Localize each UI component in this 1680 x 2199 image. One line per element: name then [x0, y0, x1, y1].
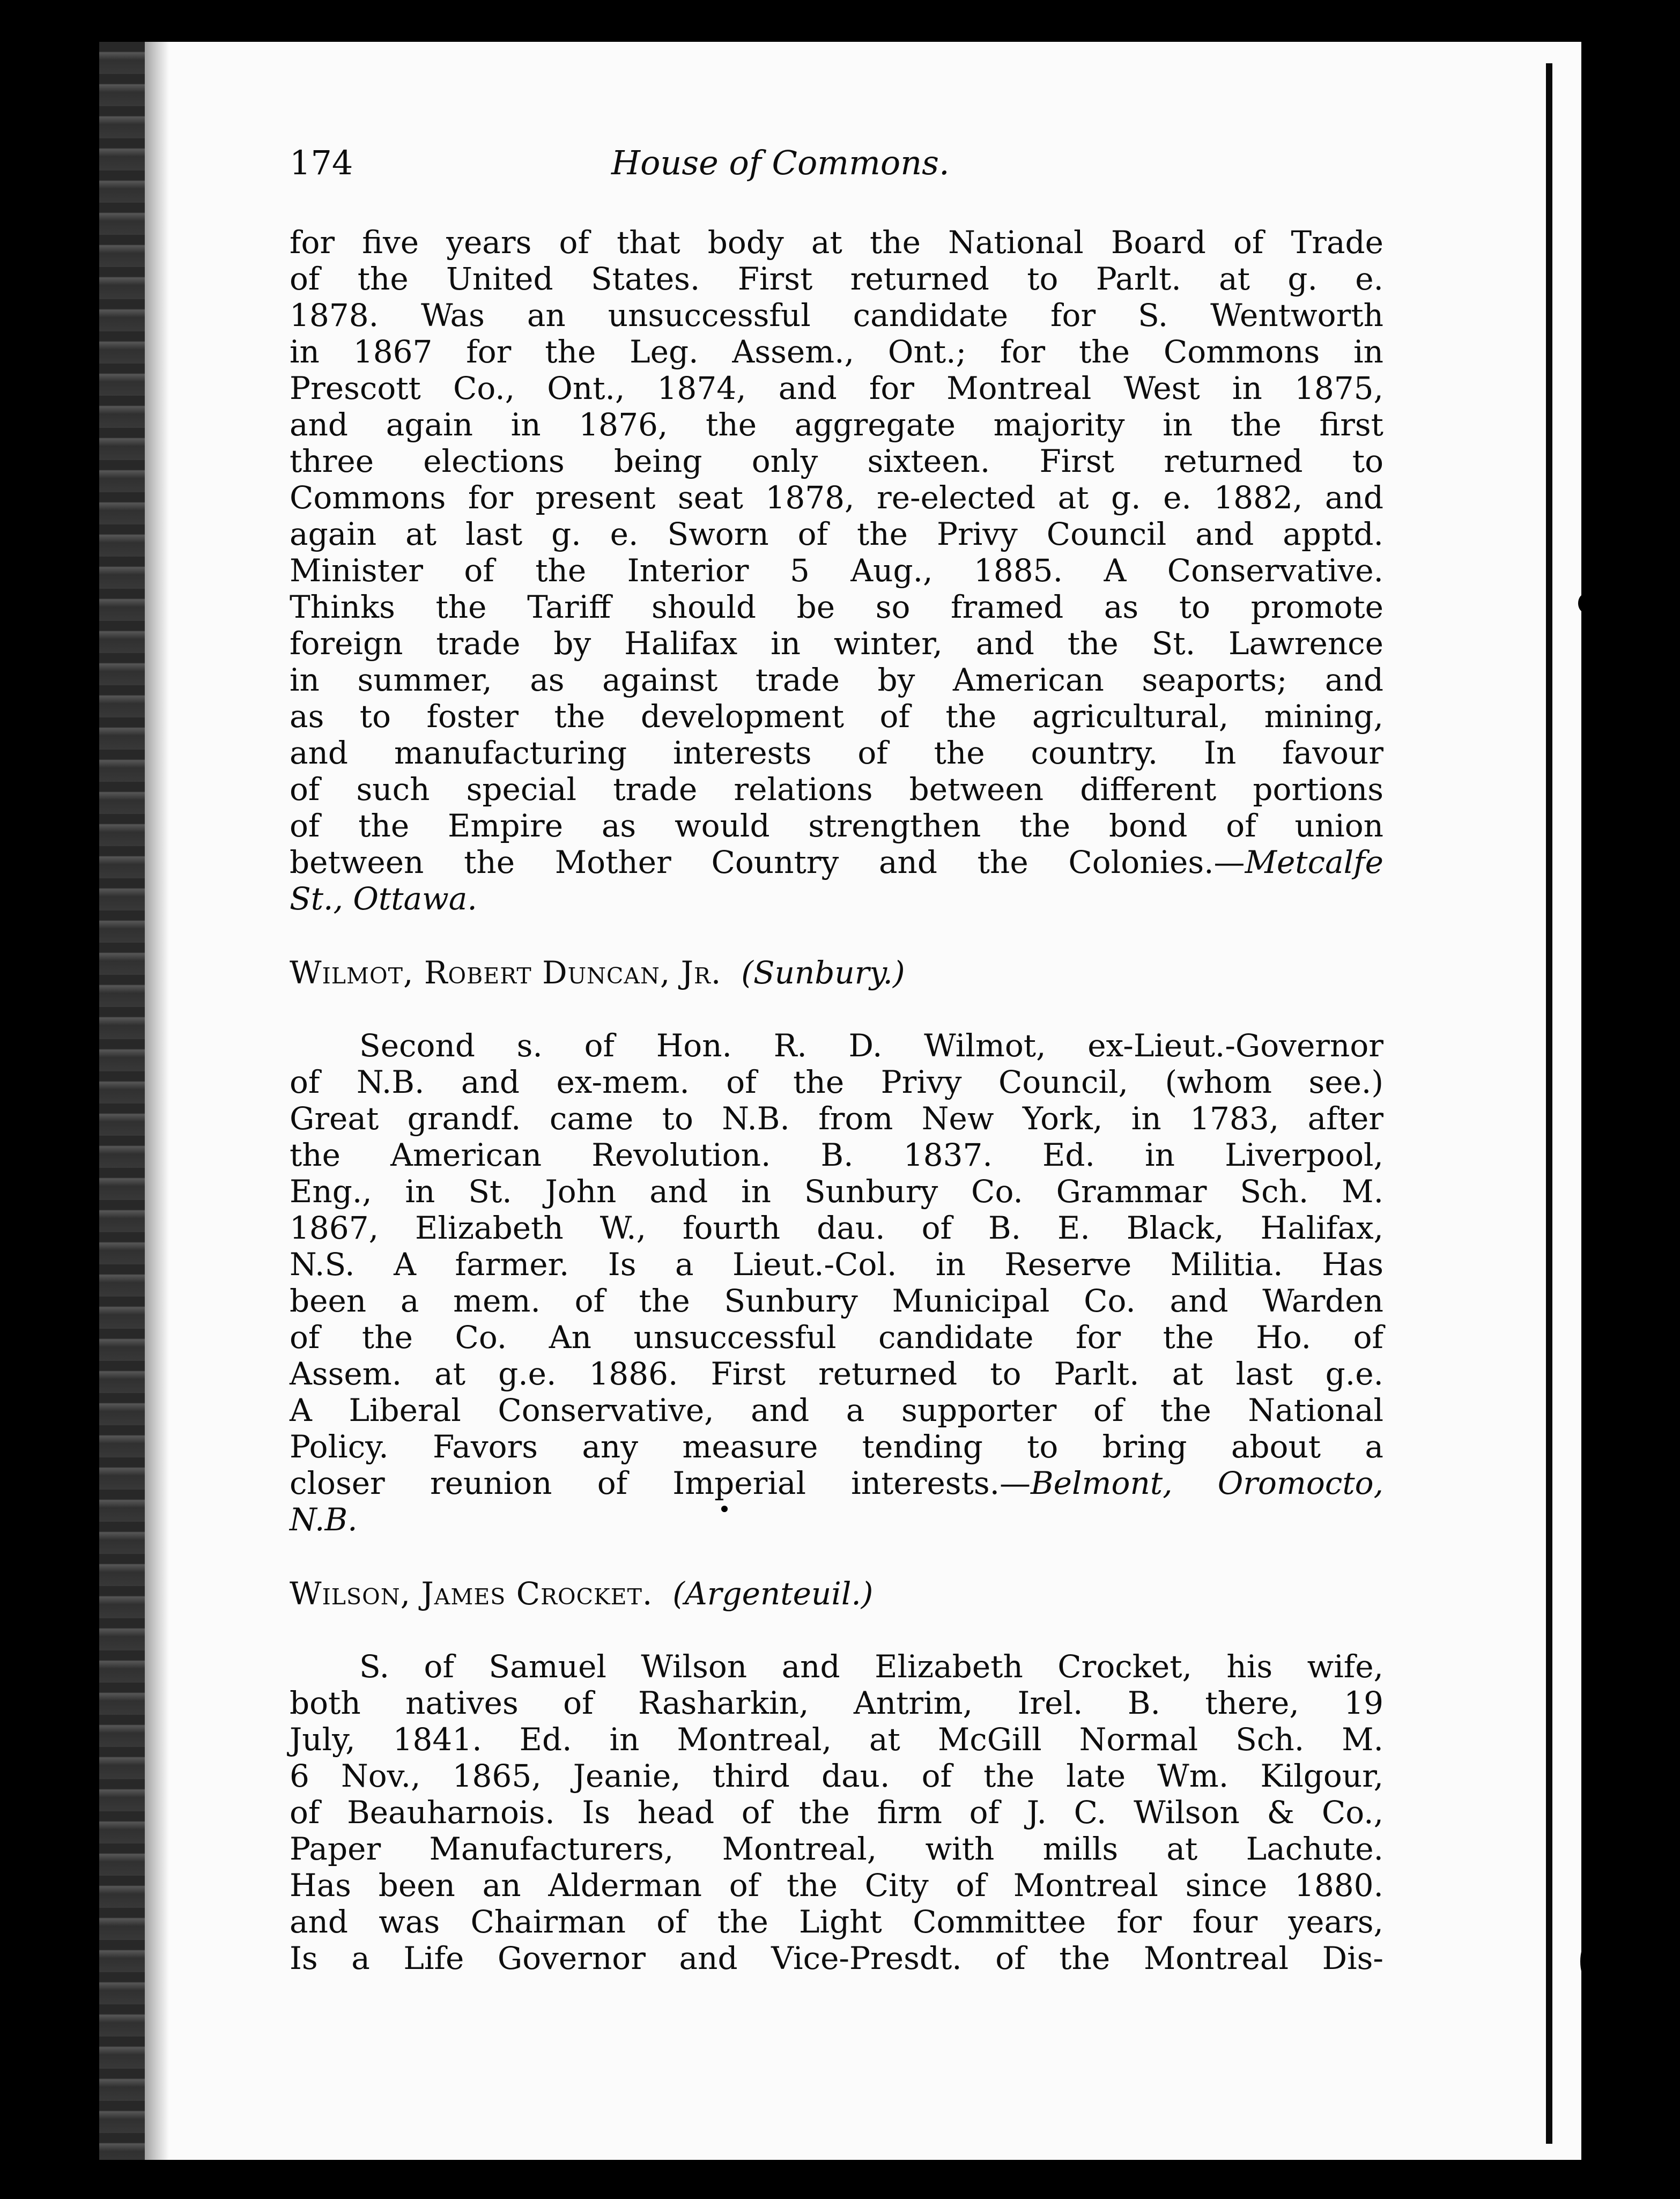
text-line: Has been an Alderman of the City of Montreal since 1880.: [290, 1867, 1383, 1904]
address-text: Metcalfe: [1245, 844, 1383, 880]
text-line: Policy. Favors any measure tending to bring about a: [290, 1428, 1383, 1465]
text-line: again at last g. e. Sworn of the Privy Council and apptd.: [290, 516, 1383, 552]
address-text: Belmont, Oromocto,: [1031, 1465, 1383, 1501]
member-name: Wilson, James Crocket.: [290, 1575, 653, 1612]
text-line: Prescott Co., Ont., 1874, and for Montreal West in 1875,: [290, 370, 1383, 406]
text-line: N.S. A farmer. Is a Lieut.-Col. in Reserve Militia. Has: [290, 1246, 1383, 1283]
scan-speck: [1578, 594, 1591, 612]
address-text: St., Ottawa.: [290, 880, 477, 917]
text-line: Thinks the Tariff should be so framed as to promote: [290, 589, 1383, 625]
page-text: [290, 145, 1383, 1976]
text-line: Eng., in St. John and in Sunbury Co. Grammar Sch. M.: [290, 1173, 1383, 1210]
text-line: Great grandf. came to N.B. from New York, in 1783, after: [290, 1100, 1383, 1137]
text-line: July, 1841. Ed. in Montreal, at McGill Normal Sch. M.: [290, 1721, 1383, 1758]
text-line: and manufacturing interests of the country. In favour: [290, 735, 1383, 771]
constituency: (Sunbury.): [741, 954, 905, 991]
constituency: (Argenteuil.): [672, 1575, 874, 1612]
page-right-edge: [1581, 42, 1595, 2160]
text-line: Second s. of Hon. R. D. Wilmot, ex-Lieut.-Governor: [359, 1027, 1383, 1064]
text-line: Is a Life Governor and Vice-Presdt. of the Montreal Dis-: [290, 1940, 1383, 1976]
text-line: S. of Samuel Wilson and Elizabeth Crocket, his wife,: [359, 1648, 1383, 1685]
page-right-margin-line: [1546, 63, 1552, 2144]
text-line: of such special trade relations between different portions: [290, 771, 1383, 808]
text-line: Minister of the Interior 5 Aug., 1885. A Conservative.: [290, 552, 1383, 589]
scanned-page: [99, 42, 1595, 2160]
text-line: in 1867 for the Leg. Assem., Ont.; for the Commons in: [290, 334, 1383, 370]
scan-speck: [1582, 192, 1594, 208]
text-line: been a mem. of the Sunbury Municipal Co. and Warden: [290, 1283, 1383, 1319]
page-gutter-shadow: [145, 42, 169, 2160]
text-line: in summer, as against trade by American seaports; and: [290, 662, 1383, 698]
text-line: Paper Manufacturers, Montreal, with mills at Lachute.: [290, 1831, 1383, 1867]
text-line: 1867, Elizabeth W., fourth dau. of B. E. Black, Halifax,: [290, 1210, 1383, 1246]
text-line: [290, 844, 1383, 880]
text-line: as to foster the development of the agricultural, mining,: [290, 698, 1383, 735]
text-line: 6 Nov., 1865, Jeanie, third dau. of the late Wm. Kilgour,: [290, 1758, 1383, 1794]
text-line: [290, 1465, 1383, 1501]
scan-speck: [1580, 1945, 1591, 1978]
text-line: the American Revolution. B. 1837. Ed. in Liverpool,: [290, 1137, 1383, 1173]
text-line: Commons for present seat 1878, re-elected at g. e. 1882, and: [290, 479, 1383, 516]
entry-heading-wilmot: [290, 954, 1383, 991]
member-name: Wilmot, Robert Duncan, Jr.: [290, 954, 722, 991]
text-line: of the United States. First returned to Parlt. at g. e.: [290, 261, 1383, 297]
running-head: [290, 145, 1383, 209]
page-number: 174: [290, 143, 353, 182]
text-line: both natives of Rasharkin, Antrim, Irel. B. there, 19: [290, 1685, 1383, 1721]
running-title: House of Commons.: [611, 143, 950, 182]
text-line: of Beauharnois. Is head of the firm of J. C. Wilson & Co.,: [290, 1794, 1383, 1831]
text-line: for five years of that body at the National Board of Trade: [290, 224, 1383, 261]
text-line: of the Co. An unsuccessful candidate for the Ho. of: [290, 1319, 1383, 1356]
entry-heading-wilson: [290, 1575, 1383, 1612]
text-line: three elections being only sixteen. First returned to: [290, 443, 1383, 479]
address-text: N.B.: [290, 1501, 358, 1538]
text-line-body: between the Mother Country and the Colonies.—: [290, 844, 1245, 880]
text-line: and was Chairman of the Light Committee for four years,: [290, 1904, 1383, 1940]
text-line: and again in 1876, the aggregate majority in the first: [290, 406, 1383, 443]
text-line-body: closer reunion of Imperial interests.—: [290, 1465, 1031, 1501]
text-line: of the Empire as would strengthen the bond of union: [290, 808, 1383, 844]
text-line: foreign trade by Halifax in winter, and the St. Lawrence: [290, 625, 1383, 662]
page-left-edge-shadow: [99, 42, 145, 2160]
entry-paragraph-wilmot: [290, 1027, 1383, 1538]
entry-paragraph-wilson: [290, 1648, 1383, 1976]
text-line: Assem. at g.e. 1886. First returned to Parlt. at last g.e.: [290, 1356, 1383, 1392]
text-line: of N.B. and ex-mem. of the Privy Council, (whom see.): [290, 1064, 1383, 1100]
text-line: A Liberal Conservative, and a supporter of the National: [290, 1392, 1383, 1428]
entry-continued-paragraph: [290, 224, 1383, 917]
text-line: 1878. Was an unsuccessful candidate for S. Wentworth: [290, 297, 1383, 334]
